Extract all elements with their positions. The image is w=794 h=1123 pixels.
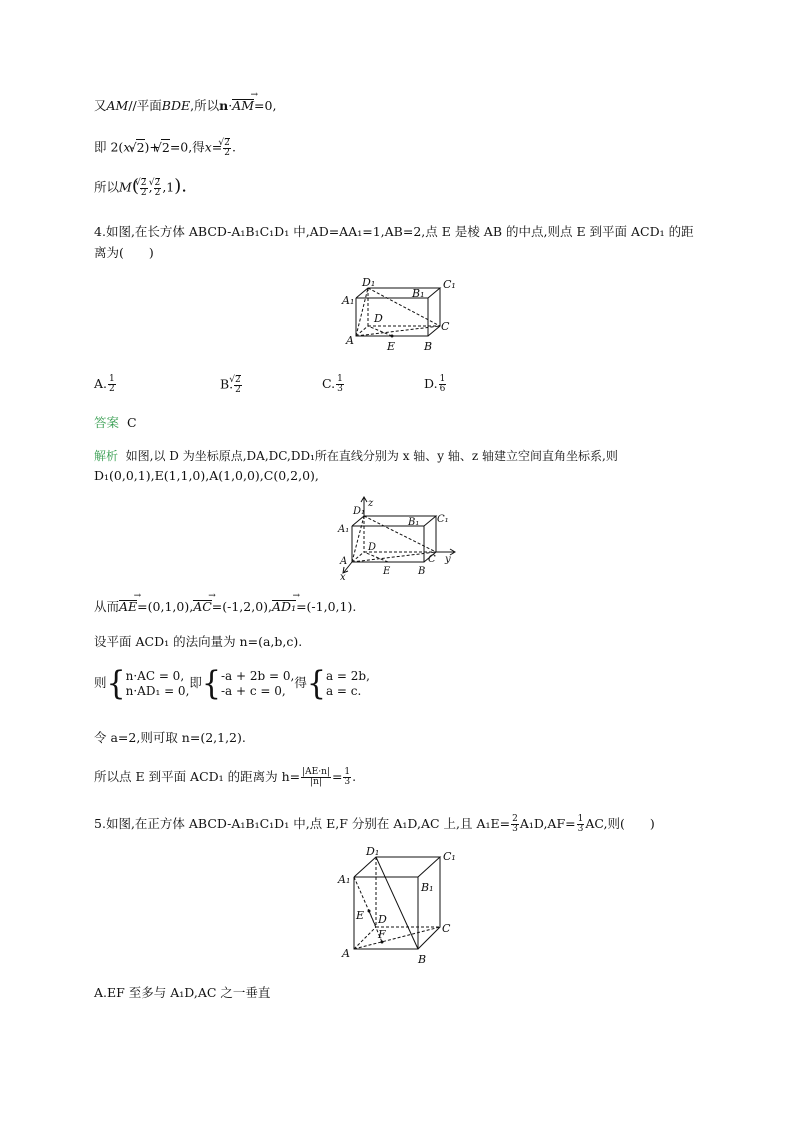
label-z: z: [368, 498, 374, 509]
q4-text-line-1: 4.如图,在长方体 ABCD-A₁B₁C₁D₁ 中,AD=AA₁=1,AB=2,点 E 是棱 AB 的中点,则点 E 到平面 ACD₁ 的距: [94, 224, 694, 239]
label-D1: D₁: [366, 845, 380, 858]
label-C: C: [441, 320, 450, 333]
analysis-distance-line: 所以点 E 到平面 ACD₁ 的距离为 h= $\frac{|AE\cdot n|}{|n|}$ = $\frac{1}{3}$ .: [94, 767, 357, 787]
label-A: A: [346, 334, 354, 347]
label-D: D: [378, 913, 387, 926]
analysis-label: 解析: [94, 449, 119, 463]
q4-option-b[interactable]: B. √ $\frac{2}{2}$: [220, 375, 243, 395]
label-A: A: [342, 947, 350, 960]
label-D: D: [368, 542, 377, 553]
label-C: C: [428, 554, 436, 565]
label-D1: D₁: [362, 276, 376, 289]
q4-option-a[interactable]: A. $\frac{1}{2}$: [94, 374, 115, 394]
label-B1: B₁: [412, 287, 425, 300]
analysis-system-line: 则{n·AC = 0, n·AD₁ = 0,即{-a + 2b = 0, -a + c = 0,得{a = 2b, a = c.: [94, 663, 370, 703]
answer-value: C: [126, 415, 137, 430]
label-E: E: [387, 340, 396, 353]
label-E: E: [383, 566, 391, 577]
label-A1: A₁: [338, 524, 350, 535]
text-line-3: 所以M( √ $\frac{2}{2}$ , √ $\frac{2}{2}$ ,1).: [94, 178, 187, 198]
label-E: E: [356, 909, 365, 922]
label-B: B: [418, 566, 426, 577]
analysis-normal-line: 设平面 ACD₁ 的法向量为 n=(a,b,c).: [94, 634, 303, 649]
label-D1: D₁: [353, 506, 366, 517]
q5-option-a[interactable]: A.EF 至多与 A₁D,AC 之一垂直: [94, 985, 271, 1000]
label-B: B: [418, 953, 427, 966]
q5-text-line: 5.如图,在正方体 ABCD-A₁B₁C₁D₁ 中,点 E,F 分别在 A₁D,AC 上,且 A₁E= $\frac{2}{3}$ A₁D,AF= $\frac{1}{3}$ AC,则( ): [94, 814, 655, 834]
label-C: C: [442, 922, 451, 935]
q4-figure-cuboid: [340, 274, 470, 356]
answer-line: [94, 415, 137, 431]
label-A1: A₁: [342, 294, 355, 307]
analysis-figure-cuboid: [336, 494, 466, 582]
analysis-line-1: 解析 如图,以 D 为坐标原点,DA,DC,DD₁所在直线分别为 x 轴、y 轴、z 轴建立空间直角坐标系,则: [94, 449, 618, 463]
label-F: F: [378, 928, 386, 941]
analysis-vectors-line: 从而AE →=(0,1,0),AC →=(-1,2,0),AD₁ →=(-1,0,1).: [94, 599, 356, 615]
q5-figure-cube: [336, 845, 466, 967]
label-A1: A₁: [338, 873, 351, 886]
label-A: A: [340, 556, 348, 567]
label-B1: B₁: [408, 517, 420, 528]
label-C1: C₁: [437, 514, 449, 525]
label-C1: C₁: [443, 850, 456, 863]
analysis-let-line: 令 a=2,则可取 n=(2,1,2).: [94, 730, 246, 745]
q4-text-line-2: 离为( ): [94, 245, 154, 260]
text-line-1: 又AM//平面BDE,所以n·AM →=0,: [94, 98, 276, 114]
analysis-line-2: D₁(0,0,1),E(1,1,0),A(1,0,0),C(0,2,0),: [94, 468, 319, 483]
label-C1: C₁: [443, 278, 456, 291]
label-y: y: [445, 554, 451, 565]
q4-option-c[interactable]: C. $\frac{1}{3}$: [322, 374, 343, 394]
text-line-2: 即 2(x-√ 2)+√ 2=0,得x= √ $\frac{2}{2}$ .: [94, 138, 236, 158]
label-B: B: [424, 340, 433, 353]
label-D: D: [374, 312, 383, 325]
label-B1: B₁: [421, 881, 434, 894]
label-x: x: [340, 572, 346, 582]
answer-label: 答案: [94, 415, 120, 430]
q4-option-d[interactable]: D. $\frac{1}{6}$: [424, 374, 446, 394]
